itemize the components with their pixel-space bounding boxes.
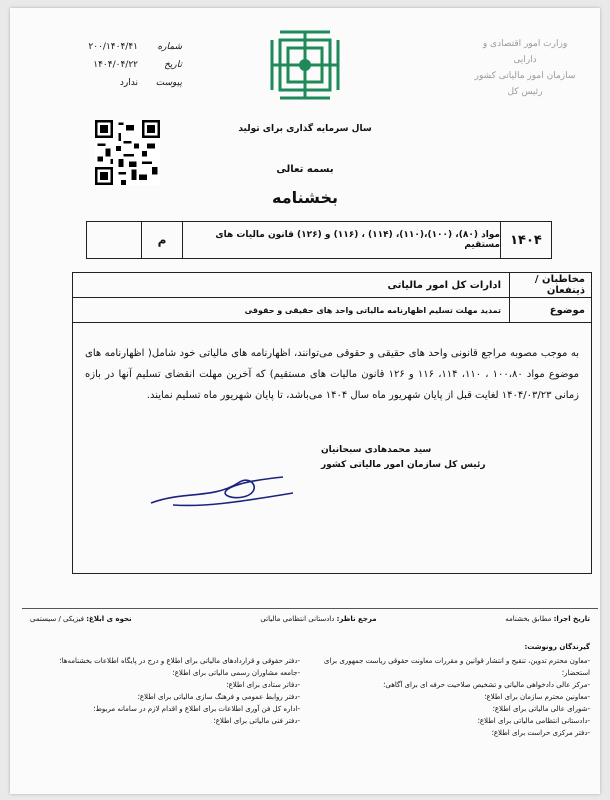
list-item: -دفتر فنی مالیاتی برای اطلاع؛ xyxy=(213,717,300,725)
ministry-line: سازمان امور مالیاتی کشور xyxy=(474,71,576,81)
letter-meta xyxy=(32,38,182,92)
tax-organization-logo xyxy=(270,30,340,100)
copies-label: گیرندگان رونوشت: xyxy=(524,643,590,651)
list-item: -معاون محترم تدوین، تنقیح و انتشار قوانین و مقررات معاونت حقوقی ریاست جمهوری برای استحضار؛ xyxy=(323,657,590,677)
list-item: -دفتر مرکزی حراست برای اطلاع؛ xyxy=(491,729,590,737)
attachment-label: پیوست xyxy=(155,78,182,88)
footer-section xyxy=(22,608,598,795)
notice-method: نحوه ی ابلاغ: فیزیکی / سیستمی xyxy=(30,615,132,623)
signer-name: سید محمدهادی سبحانیان xyxy=(321,445,432,455)
list-item: -شورای عالی مالیاتی برای اطلاع؛ xyxy=(492,705,590,713)
number-label: شماره xyxy=(157,42,182,52)
list-item: -جامعه مشاوران رسمی مالیاتی برای اطلاع؛ xyxy=(172,669,300,677)
reference-code: م xyxy=(141,222,182,258)
list-item: -دفتر حقوقی و قراردادهای مالیاتی برای اطلاع و درج در پایگاه اطلاعات بخشنامه‌ها؛ xyxy=(59,657,300,665)
addressee-value: ادارات کل امور مالیاتی xyxy=(387,279,501,291)
signature-block xyxy=(321,443,531,473)
addressee-label: مخاطبان / ذینفعان xyxy=(509,273,591,297)
subject-value: تمدید مهلت تسلیم اظهارنامه مالیاتی واحد های حقیقی و حقوقی xyxy=(244,305,501,315)
bismillah: بسمه تعالی xyxy=(276,164,334,175)
handwritten-signature xyxy=(143,463,303,513)
date-value: ۱۴۰۴/۰۴/۲۲ xyxy=(93,60,138,70)
subject-row xyxy=(73,298,591,323)
copy-recipients xyxy=(22,641,598,739)
list-item: -معاونین محترم سازمان برای اطلاع؛ xyxy=(484,693,590,701)
supervising-authority: مرجع ناظر: دادستانی انتظامی مالیاتی xyxy=(260,615,377,623)
letter-body-box xyxy=(72,272,592,574)
attachment-value: ندارد xyxy=(119,78,138,88)
footer-info-row xyxy=(22,615,598,623)
addressee-row xyxy=(73,273,591,298)
copies-left-column xyxy=(30,641,300,739)
year-slogan: سال سرمایه گذاری برای تولید xyxy=(238,124,372,134)
ministry-header xyxy=(470,36,580,100)
reference-box xyxy=(86,221,552,259)
list-item: -اداره کل فن آوری اطلاعات برای اطلاع و اقدام لازم در سامانه مربوط؛ xyxy=(93,705,300,713)
list-item: -مرکز عالی دادخواهی مالیاتی و تشخیص صلاحیت حرفه ای برای آگاهی؛ xyxy=(383,681,590,689)
reference-articles: مواد (۸۰)، (۱۰۰)،(۱۱۰)، (۱۱۴) ، (۱۱۶) و (۱۲۶) قانون مالیات های مستقیم xyxy=(182,222,500,258)
ministry-line: رئیس کل xyxy=(507,87,543,97)
reference-year: ۱۴۰۴ xyxy=(500,222,551,258)
date-label: تاریخ xyxy=(164,60,182,70)
subject-label: موضوع xyxy=(509,298,591,322)
body-text: به موجب مصوبه مراجع قانونی واحد های حقیقی و حقوقی می‌توانند، اظهارنامه های مالیاتی خود شامل( اظهارنامه های موضوع مواد ۱۰۰،۸۰ ، ۱۱۰، ۱۱۴، ۱۱۶ و ۱۲۶ قانون مالیات های مستقیم) که آخرین مهلت انقضای تسلیم آنها در بازه زمانی ۱۴۰۴/۰۳/۲۳ لغایت قبل از پایان شهریور ماه سال ۱۴۰۴ می‌باشد، تا پایان شهریور ماه تسلیم نمایند. xyxy=(85,348,579,401)
document-title: بخشنامه xyxy=(272,188,338,207)
document-page xyxy=(10,8,600,794)
signer-position: رئیس کل سازمان امور مالیاتی کشور xyxy=(321,460,486,470)
number-value: ۲۰۰/۱۴۰۴/۴۱ xyxy=(88,42,138,52)
qr-code xyxy=(95,120,160,185)
list-item: -دفتر روابط عمومی و فرهنگ سازی مالیاتی برای اطلاع؛ xyxy=(137,693,300,701)
list-item: -دادستانی انتظامی مالیاتی برای اطلاع؛ xyxy=(477,717,590,725)
reference-blank-cell xyxy=(87,222,141,258)
ministry-line: وزارت امور اقتصادی و دارایی xyxy=(482,39,568,65)
copies-right-column xyxy=(320,641,590,739)
execution-date: تاریخ اجرا: مطابق بخشنامه xyxy=(505,615,590,623)
list-item: -دفاتر ستادی برای اطلاع؛ xyxy=(226,681,300,689)
